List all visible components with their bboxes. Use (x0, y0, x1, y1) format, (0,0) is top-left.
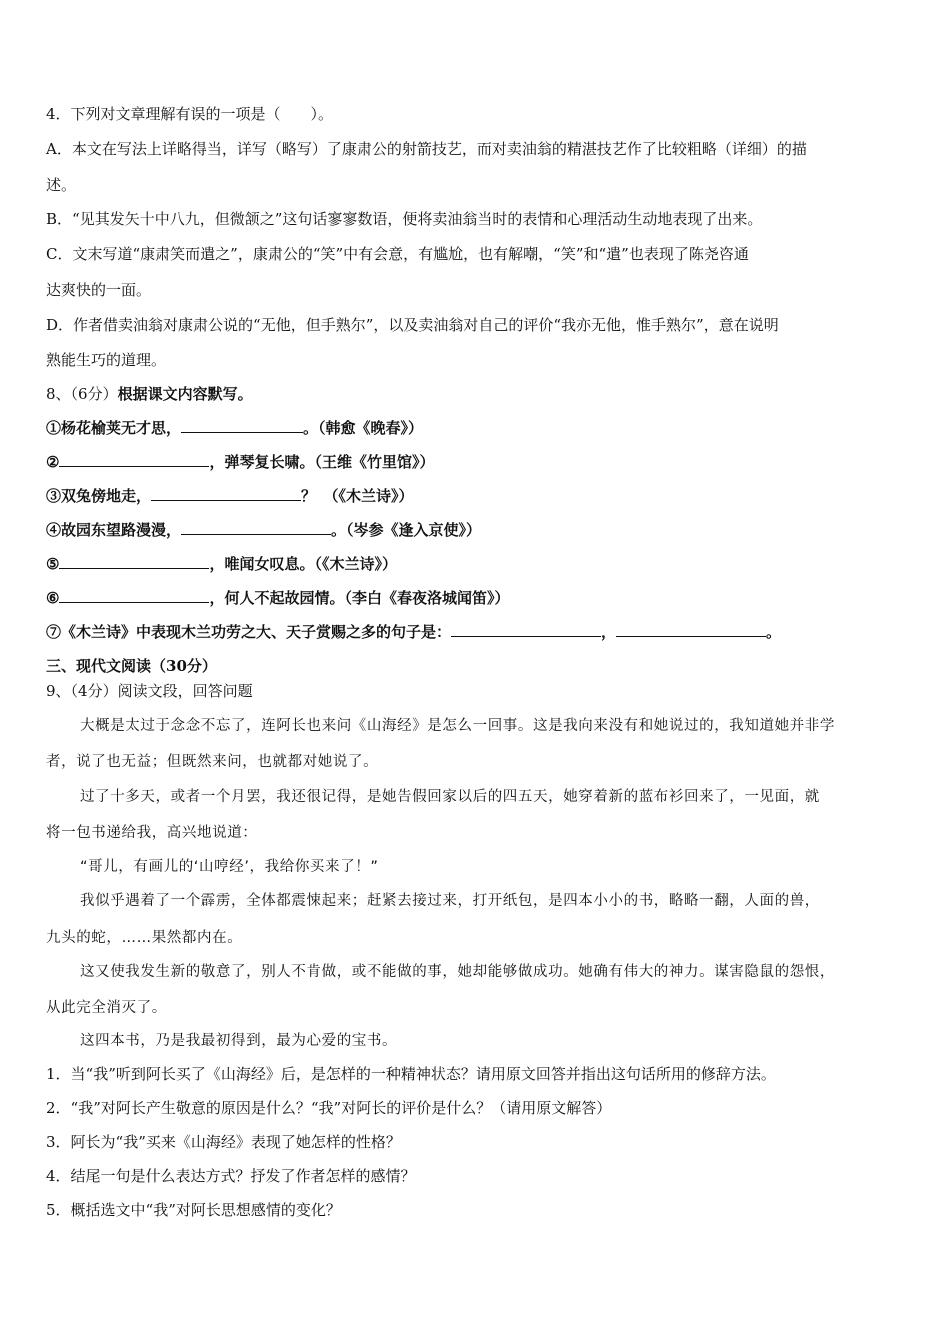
q9-subquestion-4: 4．结尾一句是什么表达方式？抒发了作者怎样的感情？ (46, 1167, 416, 1185)
answer-blank-6[interactable] (59, 588, 209, 603)
passage-paragraph-5: 这又使我发生新的敬意了，别人不肯做，或不能做的事，她却能够做成功。她确有伟大的神力。谋害隐鼠的怨恨， (80, 964, 835, 980)
q8-instruction: 根据课文内容默写。 (117, 385, 253, 403)
q8-line-2-suffix: ，弹琴复长啸。（王维《竹里馆》） (209, 453, 435, 471)
passage-paragraph-4-cont: 九头的蛇，……果然都内在。 (46, 930, 243, 946)
q8-line-2 (46, 451, 434, 472)
q8-line-1 (46, 417, 423, 438)
q4-option-a-cont: 述。 (46, 176, 77, 194)
q9-heading: 9、（4分）阅读文段，回答问题 (46, 682, 253, 700)
q8-line-5 (46, 553, 397, 574)
passage-paragraph-6: 这四本书，乃是我最初得到，最为心爱的宝书。 (80, 1033, 398, 1049)
q8-line-2-prefix: ② (46, 453, 60, 471)
answer-blank-3[interactable] (151, 486, 301, 501)
q8-line-1-suffix: 。（韩愈《晚春》） (303, 419, 424, 437)
passage-paragraph-2: 过了十多天，或者一个月罢，我还很记得，是她告假回家以后的四五天，她穿着新的蓝布衫回来了，一见面，就 (80, 789, 820, 805)
q4-option-d: D．作者借卖油翁对康肃公说的“无他，但手熟尔”，以及卖油翁对自己的评价“我亦无他，惟手熟尔”，意在说明 (46, 316, 779, 334)
q9-subquestion-3: 3．阿长为“我”买来《山海经》表现了她怎样的性格？ (46, 1133, 401, 1151)
passage-paragraph-4: 我似乎遇着了一个霹雳，全体都震悚起来；赶紧去接过来，打开纸包，是四本小小的书，略略一翻，人面的兽， (80, 893, 820, 909)
q8-line-7-comma: ， (601, 623, 617, 641)
passage-paragraph-1-cont: 者，说了也无益；但既然来问，也就都对她说了。 (46, 754, 379, 770)
answer-blank-2[interactable] (59, 452, 209, 467)
q8-line-7 (46, 621, 781, 642)
q8-heading (46, 383, 253, 404)
q8-line-1-prefix: ①杨花榆荚无才思， (46, 419, 182, 437)
q8-line-6-suffix: ，何人不起故园情。（李白《春夜洛城闻笛》） (209, 589, 510, 607)
answer-blank-5[interactable] (59, 554, 209, 569)
q8-line-3-suffix: ？ （《木兰诗》） (301, 487, 414, 505)
passage-paragraph-3: “哥儿，有画儿的‘山哼经’，我给你买来了！” (80, 859, 379, 875)
q8-line-4-prefix: ④故园东望路漫漫， (46, 521, 182, 539)
passage-paragraph-5-cont: 从此完全消灭了。 (46, 1000, 167, 1016)
q4-option-b: B．“见其发矢十中八九，但微颔之”这句话寥寥数语，便将卖油翁当时的表情和心理活动生动地表现了出来。 (46, 210, 763, 228)
q8-line-3-prefix: ③双兔傍地走， (46, 487, 152, 505)
q8-line-5-prefix: ⑤ (46, 555, 60, 573)
q9-subquestion-1: 1．当“我”听到阿长买了《山海经》后，是怎样的一种精神状态？请用原文回答并指出这句话所用的修辞方法。 (46, 1065, 776, 1083)
q8-line-7-prefix: ⑦《木兰诗》中表现木兰功劳之大、天子赏赐之多的句子是： (46, 623, 452, 641)
answer-blank-8[interactable] (616, 622, 766, 637)
q8-line-7-suffix: 。 (766, 623, 782, 641)
answer-blank-4[interactable] (181, 520, 331, 535)
q8-line-4 (46, 519, 481, 540)
q9-subquestion-2: 2．“我”对阿长产生敬意的原因是什么？“我”对阿长的评价是什么？（请用原文解答） (46, 1099, 612, 1117)
q8-line-3 (46, 485, 414, 506)
answer-blank-7[interactable] (451, 622, 601, 637)
q4-option-c-cont: 达爽快的一面。 (46, 281, 152, 299)
passage-paragraph-2-cont: 将一包书递给我，高兴地说道： (46, 825, 258, 841)
q4-option-a: A．本文在写法上详略得当，详写（略写）了康肃公的射箭技艺，而对卖油翁的精湛技艺作了比较粗略（详细）的描 (46, 140, 807, 158)
section-3-heading: 三、现代文阅读（30分） (46, 657, 217, 675)
answer-blank-1[interactable] (181, 418, 303, 433)
q8-line-6-prefix: ⑥ (46, 589, 60, 607)
q4-stem: 4．下列对文章理解有误的一项是（ ）。 (46, 105, 334, 123)
q9-subquestion-5: 5．概括选文中“我”对阿长思想感情的变化？ (46, 1201, 341, 1219)
q8-line-6 (46, 587, 509, 608)
q8-number: 8、（6分） (46, 385, 118, 403)
q8-line-5-suffix: ，唯闻女叹息。（《木兰诗》） (209, 555, 397, 573)
q4-option-c: C．文末写道“康肃笑而遣之”，康肃公的“笑”中有会意，有尴尬，也有解嘲，“笑”和“遣”也表现了陈尧咨通 (46, 245, 749, 263)
q4-option-d-cont: 熟能生巧的道理。 (46, 351, 167, 369)
q8-line-4-suffix: 。（岑参《逢入京使》） (331, 521, 482, 539)
passage-paragraph-1: 大概是太过于念念不忘了，连阿长也来问《山海经》是怎么一回事。这是我向来没有和她说过的，我知道她并非学 (80, 718, 835, 734)
